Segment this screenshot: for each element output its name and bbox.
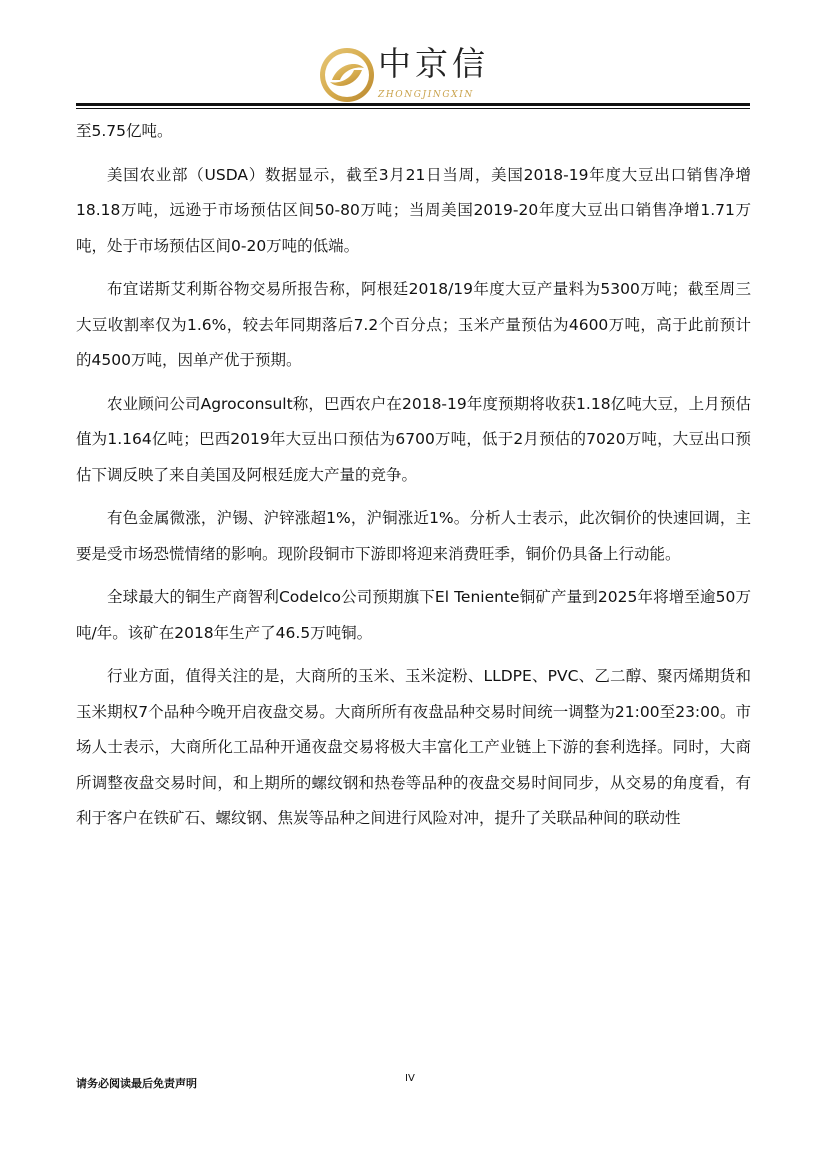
header-rule-thin <box>76 108 750 109</box>
header-rule-thick <box>76 103 750 106</box>
paragraph: 行业方面，值得关注的是，大商所的玉米、玉米淀粉、LLDPE、PVC、乙二醇、聚丙烯期货和玉米期权7个品种今晚开启夜盘交易。大商所所有夜盘品种交易时间统一调整为21:00至23:00。市场人士表示，大商所化工品种开通夜盘交易将极大丰富化工产业链上下游的套利选择。同时，大商所调整夜盘交易时间，和上期所的螺纹钢和热卷等品种的夜盘交易时间同步，从交易的角度看，有利于客户在铁矿石、螺纹钢、焦炭等品种之间进行风险对冲，提升了关联品种间的联动性 <box>76 667 751 827</box>
report-body <box>76 114 751 845</box>
brand-name: 中京信 <box>378 44 489 83</box>
brand-subtitle: ZHONGJINGXIN <box>378 90 474 100</box>
page-number: IV <box>405 1073 415 1084</box>
page-header <box>0 0 827 110</box>
disclaimer-note: 请务必阅读最后免责声明 <box>76 1077 197 1090</box>
paragraph: 全球最大的铜生产商智利Codelco公司预期旗下El Teniente铜矿产量到2025年将增至逾50万吨/年。该矿在2018年生产了46.5万吨铜。 <box>76 588 751 642</box>
paragraph: 有色金属微涨，沪锡、沪锌涨超1%，沪铜涨近1%。分析人士表示，此次铜价的快速回调，主要是受市场恐慌情绪的影响。现阶段铜市下游即将迎来消费旺季，铜价仍具备上行动能。 <box>76 509 751 563</box>
company-logo-icon <box>318 46 376 104</box>
paragraph: 至5.75亿吨。 <box>76 122 173 140</box>
paragraph: 美国农业部（USDA）数据显示，截至3月21日当周，美国2018-19年度大豆出口销售净增18.18万吨，远逊于市场预估区间50-80万吨；当周美国2019-20年度大豆出口销售净增1.71万吨，处于市场预估区间0-20万吨的低端。 <box>76 165 751 255</box>
paragraph: 农业顾问公司Agroconsult称，巴西农户在2018-19年度预期将收获1.18亿吨大豆，上月预估值为1.164亿吨；巴西2019年大豆出口预估为6700万吨，低于2月预估的7020万吨，大豆出口预估下调反映了来自美国及阿根廷庞大产量的竞争。 <box>76 394 751 484</box>
paragraph: 布宜诺斯艾利斯谷物交易所报告称，阿根廷2018/19年度大豆产量料为5300万吨；截至周三大豆收割率仅为1.6%，较去年同期落后7.2个百分点；玉米产量预估为4600万吨，高于此前预计的4500万吨，因单产优于预期。 <box>76 280 751 369</box>
